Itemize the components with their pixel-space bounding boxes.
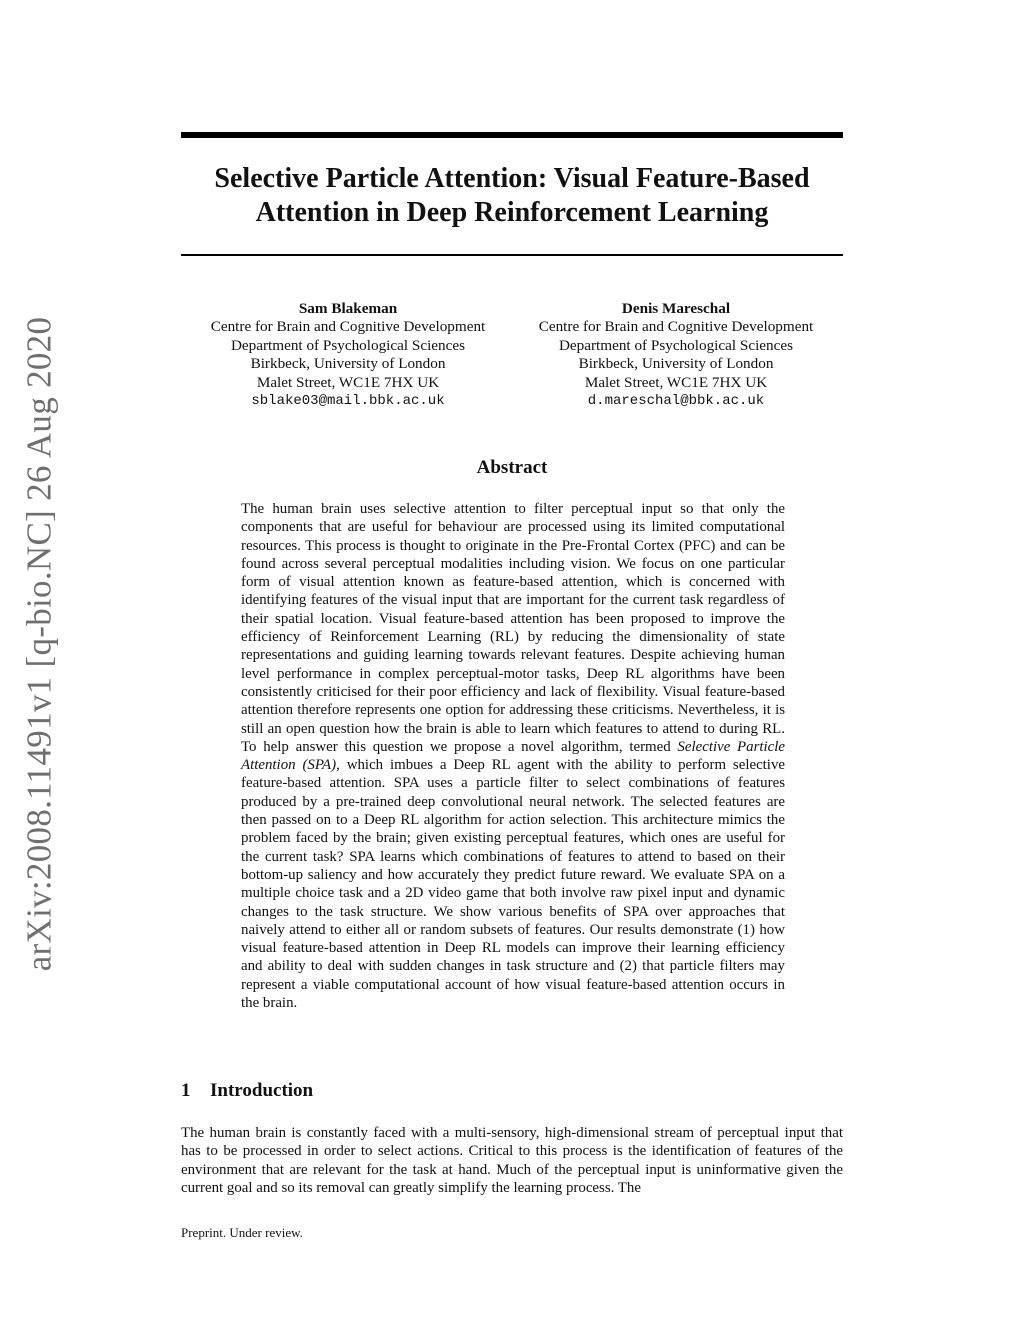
paper-title [181, 162, 843, 230]
author-address: Malet Street, WC1E 7HX UK [256, 373, 440, 391]
author-email[interactable]: d.mareschal@bbk.ac.uk [587, 393, 765, 410]
abstract-text-algorithm-name: Selective Particle Attention (SPA) [241, 738, 785, 774]
author-department: Department of Psychological Sciences [230, 336, 466, 354]
author-block-1 [183, 300, 513, 410]
abstract-text-end: , which imbues a Deep RL agent with the ability to perform selective feature-based attention. SPA uses a particle filter to select combinations of features produced by a pre-trained deep convolutional neural network. The selected features are then passed on to a Deep RL algorithm for action selection. This architecture mimics the problem faced by the brain; given existing perceptual features, which ones are useful for the current task? SPA learns which combinations of features to attend to based on their bottom-up saliency and how accurately they predict future reward. We evaluate SPA on a multiple choice task and a 2D video game that both involve raw pixel input and dynamic changes to the task structure. We show various benefits of SPA over approaches that naively attend to either all or random subsets of features. Our results demonstrate (1) how visual feature-based attention in Deep RL models can improve their learning efficiency and ability to deal with sudden changes in task structure and (2) that particle filters may represent a viable computational account of how visual feature-based attention occurs in the brain. [241, 757, 786, 1012]
abstract-body [241, 500, 785, 1012]
abstract-heading: Abstract [476, 457, 548, 478]
author-affiliation: Centre for Brain and Cognitive Development [210, 318, 486, 336]
paper-title-line-1: Selective Particle Attention: Visual Feature-Based [214, 163, 810, 194]
title-bottom-rule [181, 254, 843, 256]
author-address: Malet Street, WC1E 7HX UK [584, 373, 768, 391]
introduction-paragraph: The human brain is constantly faced with a multi-sensory, high-dimensional stream of perceptual input that has to be processed in order to select actions. Critical to this process is the identification of features of the environment that are relevant for the task at hand. Much of the perceptual input is uninformative given the current goal and so its removal can greatly simplify the learning process. The [181, 1125, 843, 1196]
author-affiliation: Centre for Brain and Cognitive Development [538, 318, 814, 336]
author-email[interactable]: sblake03@mail.bbk.ac.uk [251, 393, 445, 410]
author-name: Denis Mareschal [621, 300, 731, 317]
author-institution: Birkbeck, University of London [578, 355, 774, 373]
arxiv-identifier-text: arXiv:2008.11491v1 [q-bio.NC] 26 Aug 2020 [19, 316, 59, 972]
author-block-2 [511, 300, 841, 410]
page-footer-note: Preprint. Under review. [181, 1225, 303, 1240]
author-department: Department of Psychological Sciences [558, 336, 794, 354]
arxiv-identifier-stamp [14, 316, 64, 972]
section-number: 1 [181, 1080, 191, 1101]
section-title: Introduction [210, 1080, 314, 1101]
abstract-text-start: The human brain uses selective attention to filter perceptual input so that only the components that are useful for behaviour are processed using its limited computational resources. This process is thought to originate in the Pre-Frontal Cortex (PFC) and can be found across several perceptual modalities including vision. We focus on one particular form of visual attention known as feature-based attention, which is concerned with identifying features of the visual input that are important for the current task regardless of their spatial location. Visual feature-based attention has been proposed to improve the efficiency of Reinforcement Learning (RL) by reducing the dimensionality of state representations and guiding learning towards relevant features. Despite achieving human level performance in complex perceptual-motor tasks, Deep RL algorithms have been consistently criticised for their poor efficiency and lack of flexibility. Visual feature-based attention therefore represents one option for addressing these criticisms. Nevertheless, it is still an open question how the brain is able to learn which features to attend to during RL. To help answer this question we propose a novel algorithm, termed [241, 501, 785, 755]
author-name: Sam Blakeman [298, 300, 398, 317]
paper-title-line-2: Attention in Deep Reinforcement Learning [255, 197, 769, 228]
author-institution: Birkbeck, University of London [250, 355, 446, 373]
title-top-rule [181, 132, 843, 138]
section-heading-introduction [181, 1080, 313, 1102]
